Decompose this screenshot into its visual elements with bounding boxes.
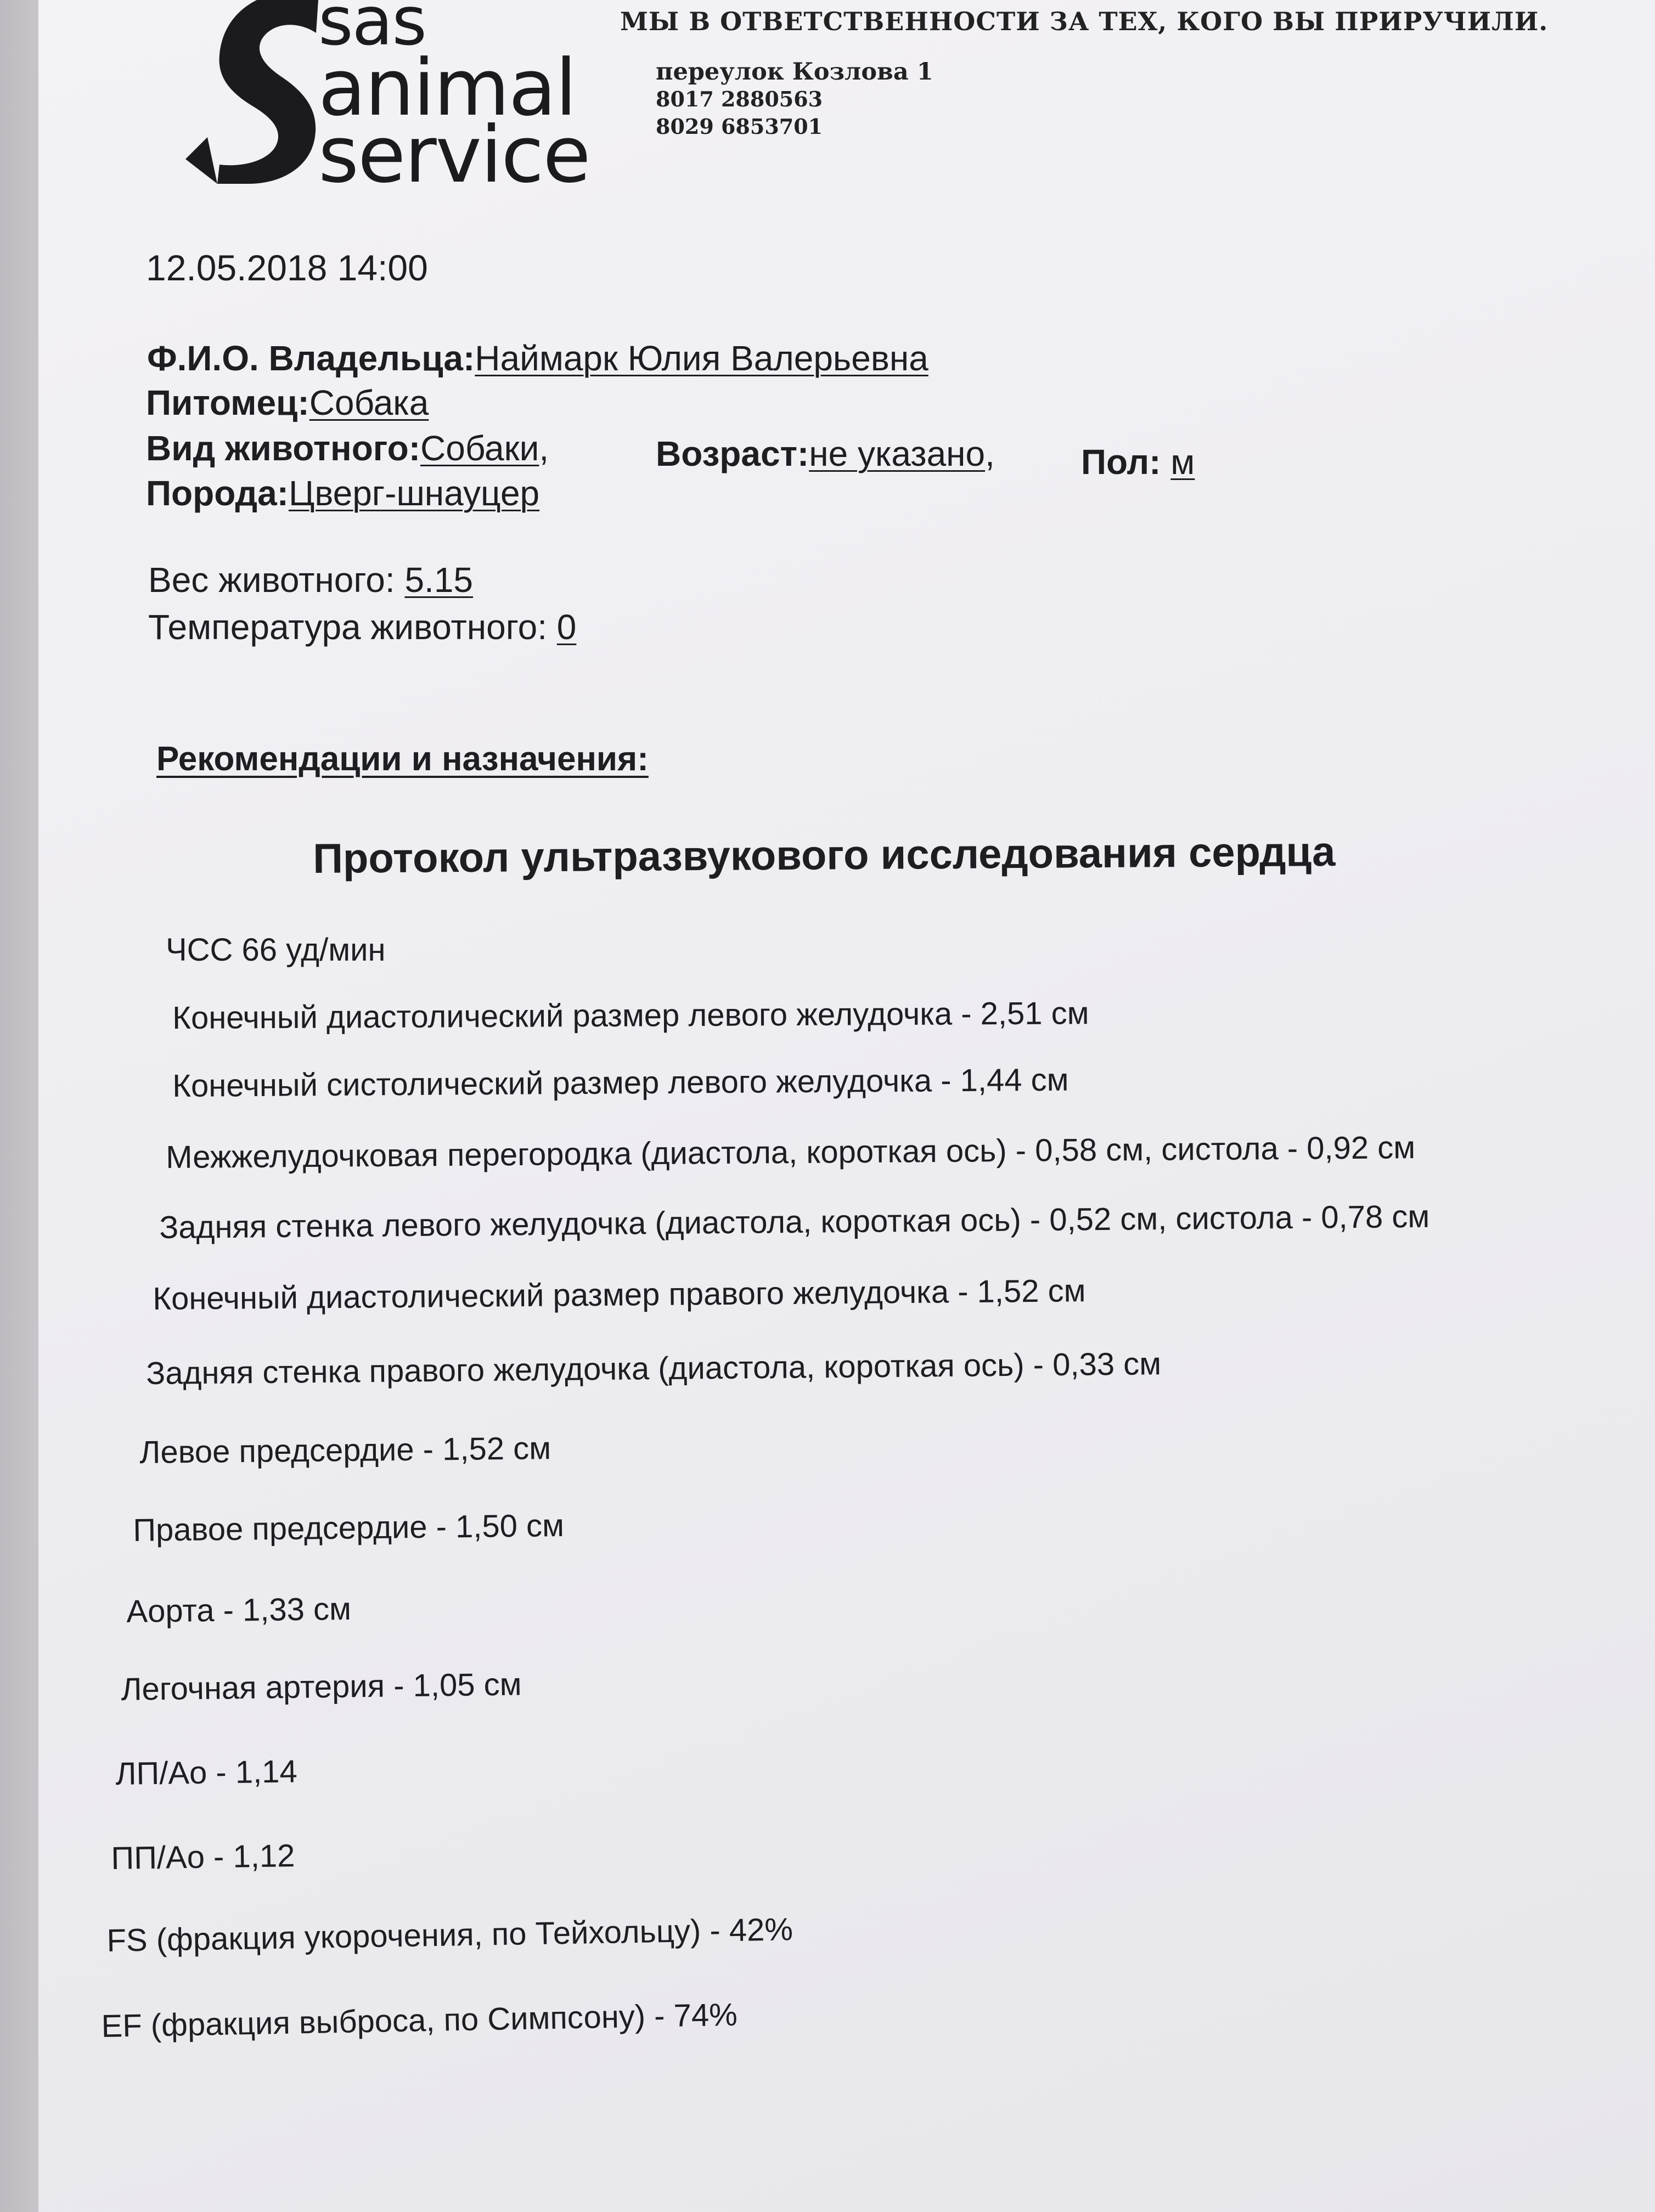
- breed-label: Порода:: [146, 473, 289, 513]
- visit-datetime: 12.05.2018 14:00: [146, 247, 428, 288]
- clinic-slogan: МЫ В ОТВЕТСТВЕННОСТИ ЗА ТЕХ, КОГО ВЫ ПРИРУЧИЛИ.: [620, 7, 1549, 36]
- temperature-row: [148, 607, 576, 647]
- measurement-line: Правое предсердие - 1,50 см: [133, 1508, 565, 1548]
- measurement-line: FS (фракция укорочения, по Тейхольцу) - 42%: [106, 1911, 793, 1959]
- measurement-line: Конечный диастолический размер правого желудочка - 1,52 см: [153, 1273, 1086, 1317]
- breed-value: Цверг-шнауцер: [288, 473, 540, 513]
- measurement-line: ЛП/Ао - 1,14: [115, 1753, 298, 1792]
- species-label: Вид животного:: [146, 428, 420, 468]
- sex-label: Пол:: [1081, 442, 1161, 482]
- measurement-line: Аорта - 1,33 см: [126, 1590, 352, 1629]
- species-comma: ,: [539, 428, 549, 468]
- age-row: [656, 433, 995, 474]
- sex-value: м: [1170, 442, 1195, 482]
- measurement-line: ЧСС 66 уд/мин: [166, 932, 386, 968]
- clinic-phone-1: 8017 2880563: [656, 87, 823, 111]
- age-label: Возраст:: [656, 434, 809, 473]
- temperature-label: Температура животного:: [148, 607, 557, 647]
- document-page: [38, 0, 1655, 2212]
- dog-silhouette-icon: [174, 0, 334, 189]
- measurement-line: Легочная артерия - 1,05 см: [121, 1666, 522, 1707]
- measurement-line: EF (фракция выброса, по Симпсону) - 74%: [101, 1996, 738, 2044]
- weight-label: Вес животного:: [148, 560, 405, 600]
- logo-word-sas: sas: [318, 0, 426, 60]
- owner-value: Наймарк Юлия Валерьевна: [475, 338, 928, 378]
- clinic-logo: [174, 0, 635, 200]
- weight-value: 5.15: [404, 560, 473, 600]
- species-row: [146, 428, 549, 469]
- species-value: Собаки: [420, 428, 539, 468]
- recommendations-heading: Рекомендации и назначения:: [156, 740, 649, 778]
- measurement-line: Конечный диастолический размер левого желудочка - 2,51 см: [172, 995, 1089, 1036]
- measurement-line: ПП/Ао - 1,12: [111, 1838, 295, 1876]
- pet-label: Питомец:: [146, 383, 309, 422]
- measurement-line: Межжелудочковая перегородка (диастола, короткая ось) - 0,58 см, систола - 0,92 см: [166, 1130, 1416, 1175]
- measurement-line: Задняя стенка левого желудочка (диастола, короткая ось) - 0,52 см, систола - 0,78 см: [159, 1198, 1430, 1245]
- logo-word-service: service: [318, 110, 590, 200]
- weight-row: [148, 560, 473, 600]
- measurement-line: Левое предсердие - 1,52 см: [139, 1430, 551, 1470]
- sex-row: [1081, 442, 1195, 482]
- protocol-title: Протокол ультразвукового исследования сердца: [313, 828, 1336, 882]
- owner-label: Ф.И.О. Владельца:: [147, 338, 475, 378]
- clinic-address: переулок Козлова 1: [656, 58, 933, 86]
- age-value: не указано: [809, 434, 986, 473]
- breed-row: [146, 473, 539, 514]
- age-comma: ,: [985, 434, 995, 473]
- measurement-line: Задняя стенка правого желудочка (диастола, короткая ось) - 0,33 см: [146, 1346, 1162, 1391]
- pet-value: Собака: [309, 383, 429, 422]
- temperature-value: 0: [556, 607, 577, 647]
- owner-row: [147, 338, 928, 379]
- clinic-phone-2: 8029 6853701: [656, 114, 823, 139]
- measurement-line: Конечный систолический размер левого желудочка - 1,44 см: [172, 1062, 1069, 1104]
- pet-row: [146, 382, 429, 423]
- logo-word-animal: animal: [318, 43, 576, 133]
